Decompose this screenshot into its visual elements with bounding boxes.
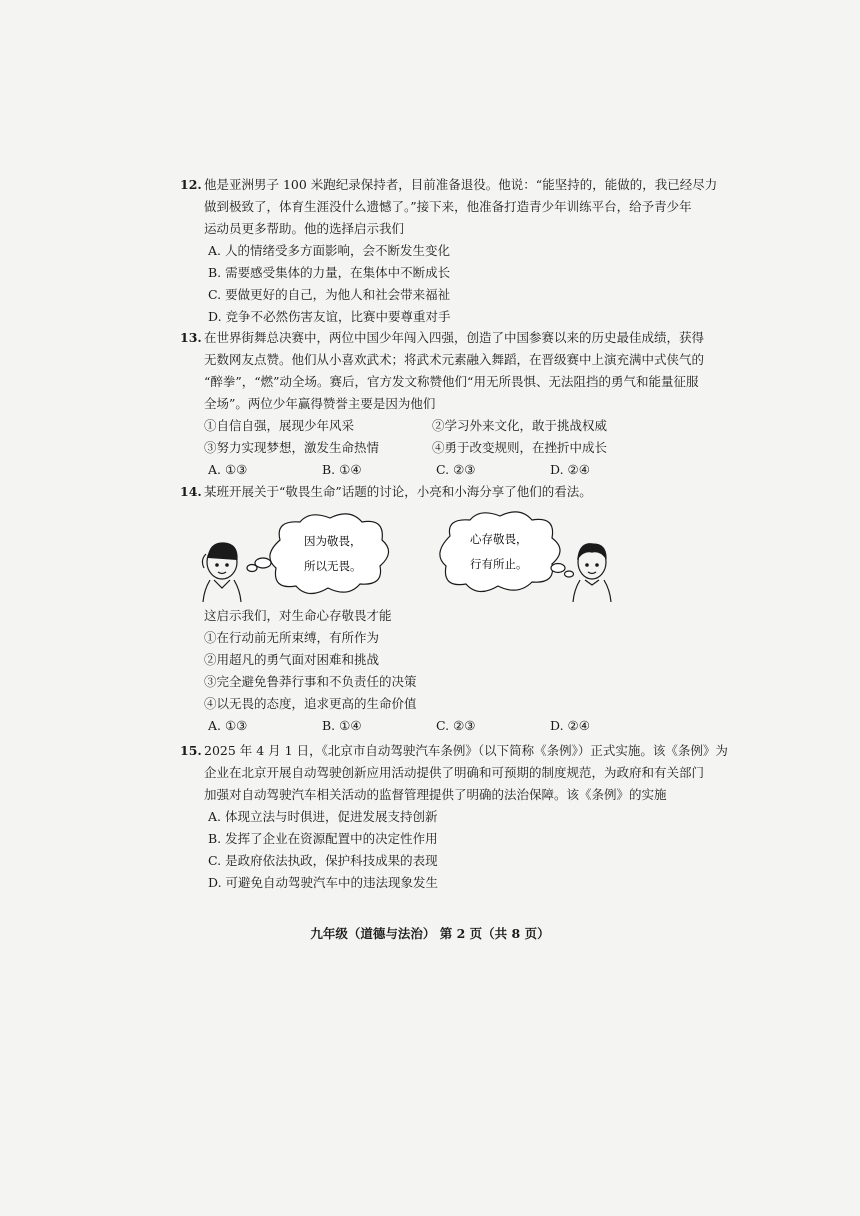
right-thought-bubble (440, 512, 574, 592)
statement-4: ④以无畏的态度，追求更高的生命价值 (204, 696, 417, 711)
choice-a: A. ①③ (208, 718, 248, 733)
question-number: 12. (180, 177, 202, 192)
option-a: A. 体现立法与时俱进，促进发展支持创新 (208, 809, 438, 824)
question-13 (180, 327, 705, 481)
question-12-stem-line: 做到极致了，体育生涯没什么遗憾了。”接下来，他准备打造青少年训练平台，给予青少年 (204, 199, 692, 214)
option-b: B. 需要感受集体的力量，在集体中不断成长 (208, 265, 451, 280)
option-d: D. 可避免自动驾驶汽车中的违法现象发生 (208, 875, 439, 890)
left-bubble-line-2: 所以无畏。 (304, 559, 362, 573)
statement-1: ①在行动前无所束缚，有所作为 (204, 630, 380, 645)
right-bubble-line-2: 行有所止。 (470, 557, 528, 571)
question-15-stem-line: 企业在北京开展自动驾驶创新应用活动提供了明确和可预期的制度规范，为政府和有关部门 (204, 765, 705, 780)
choice-a: A. ①③ (208, 462, 248, 477)
question-12 (180, 174, 718, 328)
statement-2: ②用超凡的勇气面对困难和挑战 (204, 652, 380, 667)
statement-row (180, 415, 680, 437)
statement-2: ②学习外来文化，敢于挑战权威 (432, 418, 608, 433)
question-13-stem-line: 无数网友点赞。他们从小喜欢武术；将武术元素融入舞蹈，在晋级赛中上演充满中式侠气的 (204, 352, 705, 367)
option-c: C. 要做更好的自己，为他人和社会带来福祉 (208, 287, 451, 302)
question-number: 15. (180, 743, 202, 758)
left-thought-bubble (247, 514, 389, 594)
question-12-stem-line: 运动员更多帮助。他的选择启示我们 (204, 221, 405, 236)
question-15-stem-line: 加强对自动驾驶汽车相关活动的监督管理提供了明确的法治保障。该《条例》的实施 (204, 787, 667, 802)
option-d: D. 竞争不必然伤害友谊，比赛中要尊重对手 (208, 309, 451, 324)
question-13-stem-line: 全场”。两位少年赢得赞誉主要是因为他们 (204, 396, 436, 411)
option-b: B. 发挥了企业在资源配置中的决定性作用 (208, 831, 438, 846)
question-number: 14. (180, 484, 202, 499)
choice-b: B. ①④ (322, 462, 362, 477)
page-footer: 九年级（道德与法治） 第 2 页（共 8 页） (310, 926, 550, 941)
option-a: A. 人的情绪受多方面影响，会不断发生变化 (208, 243, 450, 258)
question-13-stem-line: “醉拳”，“燃”动全场。赛后，官方发文称赞他们“用无所畏惧、无法阻挡的勇气和能量征服 (204, 374, 699, 389)
boy-figure (573, 544, 611, 602)
question-number: 13. (180, 330, 202, 345)
choice-c: C. ②③ (436, 462, 476, 477)
choice-d: D. ②④ (550, 718, 590, 733)
question-12-stem-line: 12. 他是亚洲男子 100 米跑纪录保持者，目前准备退役。他说：“能坚持的，能做的，我已经尽力 (180, 174, 680, 196)
choice-c: C. ②③ (436, 718, 476, 733)
option-c: C. 是政府依法执政，保护科技成果的表现 (208, 853, 438, 868)
statement-row (180, 437, 680, 459)
statement-1: ①自信自强，展现少年风采 (204, 418, 355, 433)
left-bubble-line-1: 因为敬畏， (304, 534, 362, 548)
question-14-stem-line: 14. 某班开展关于“敬畏生命”话题的讨论，小亮和小海分享了他们的看法。 (180, 481, 680, 503)
discussion-illustration (200, 510, 620, 605)
question-14 (180, 481, 680, 503)
choice-d: D. ②④ (550, 462, 590, 477)
choice-row (180, 459, 680, 481)
question-15 (180, 740, 728, 894)
choice-row (180, 715, 680, 737)
statement-3: ③完全避免鲁莽行事和不负责任的决策 (204, 674, 417, 689)
question-14-prompt: 这启示我们，对生命心存敬畏才能 (204, 608, 392, 623)
question-13-stem-line: 13. 在世界街舞总决赛中，两位中国少年闯入四强，创造了中国参赛以来的历史最佳成绩，获得 (180, 327, 680, 349)
statement-3: ③努力实现梦想，激发生命热情 (204, 440, 380, 455)
right-bubble-line-1: 心存敬畏， (470, 532, 528, 546)
choice-b: B. ①④ (322, 718, 362, 733)
girl-figure (202, 543, 241, 602)
statement-4: ④勇于改变规则，在挫折中成长 (432, 440, 608, 455)
question-15-stem-line: 15. 2025 年 4 月 1 日，《北京市自动驾驶汽车条例》（以下简称《条例》）正式实施。该《条例》为 (180, 740, 680, 762)
question-14-body (180, 605, 680, 737)
